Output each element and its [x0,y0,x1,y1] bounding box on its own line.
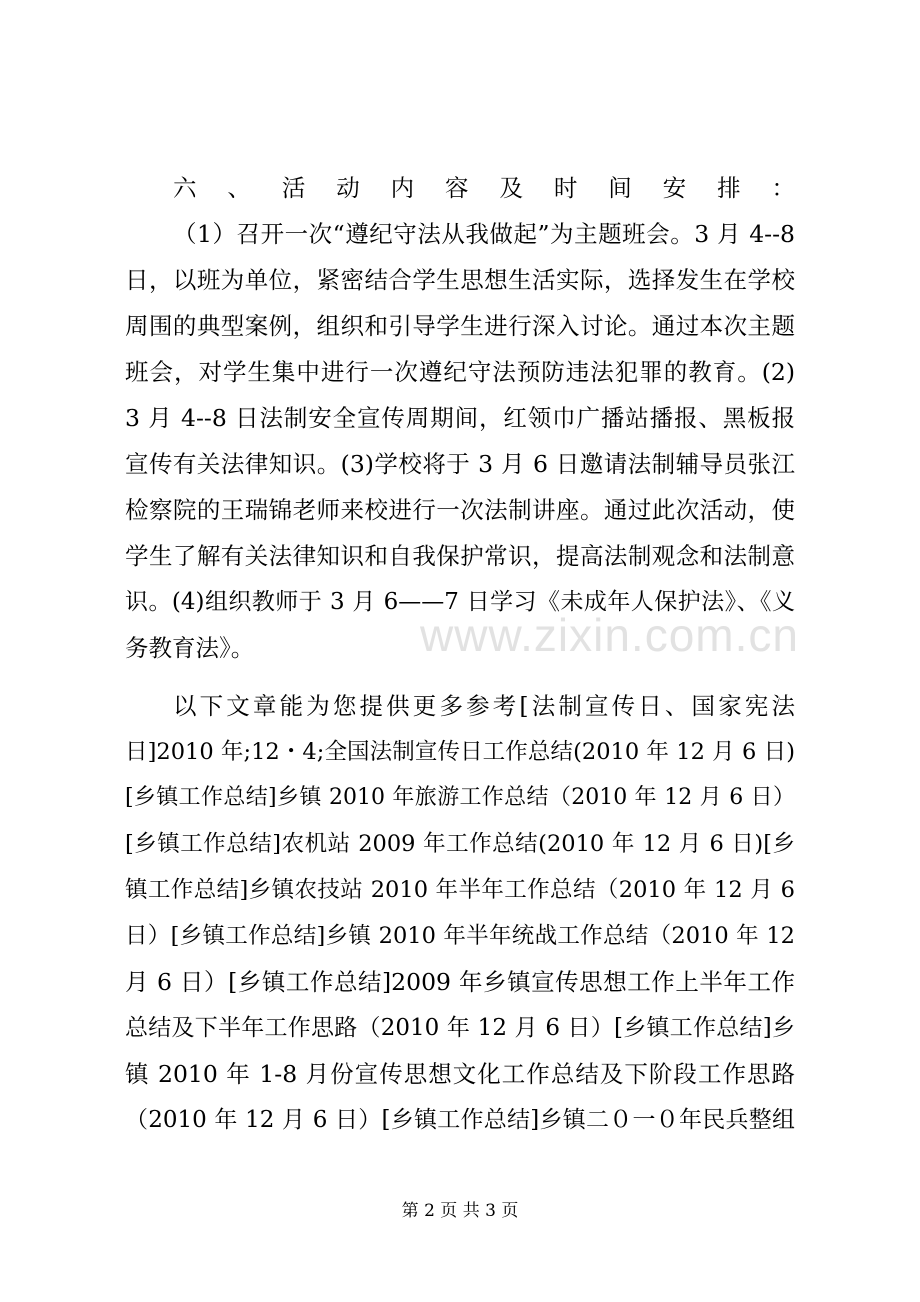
paragraph-line: （2010 年 12 月 6 日）[乡镇工作总结]乡镇二０一０年民兵整组 [125,1107,795,1133]
paragraph-line: 以下文章能为您提供更多参考[法制宣传日、国家宪法 [173,692,795,720]
paragraph-line: 日]2010 年;12・4;全国法制宣传日工作总结(2010 年 12 月 6 日) [125,739,795,765]
paragraph-line: [乡镇工作总结]乡镇 2010 年旅游工作总结（2010 年 12 月 6 日） [125,785,795,810]
page-footer: 第 2 页 共 3 页 [401,1201,519,1221]
paragraph-line: 务教育法》。 [125,634,255,662]
paragraph-line: 日，以班为单位，紧密结合学生思想生活实际，选择发生在学校 [125,266,795,294]
paragraph-line: 3 月 4--8 日法制安全宣传周期间，红领巾广播站播报、黑板报 [125,404,795,432]
watermark: www.zixin.com.cn [420,609,799,661]
paragraph-line: 宣传有关法律知识。(3)学校将于 3 月 6 日邀请法制辅导员张江 [125,450,795,478]
paragraph-line: 周围的典型案例，组织和引导学生进行深入讨论。通过本次主题 [125,312,795,340]
paragraph-line: [乡镇工作总结]农机站 2009 年工作总结(2010 年 12 月 6 日)[乡 [125,831,795,857]
paragraph-line: 日）[乡镇工作总结]乡镇 2010 年半年统战工作总结（2010 年 12 [125,923,795,949]
section-heading: 六、活动内容及时间安排： [173,174,795,202]
paragraph-line: 学生了解有关法律知识和自我保护常识，提高法制观念和法制意 [125,542,795,570]
paragraph-line: 镇 2010 年 1-8 月份宣传思想文化工作总结及下阶段工作思路 [125,1060,795,1088]
paragraph-line: 月 6 日）[乡镇工作总结]2009 年乡镇宣传思想工作上半年工作 [125,968,795,996]
paragraph-line: 检察院的王瑞锦老师来校进行一次法制讲座。通过此次活动，使 [125,496,795,524]
paragraph-line: 班会，对学生集中进行一次遵纪守法预防违法犯罪的教育。(2) [125,358,795,386]
paragraph-line: 镇工作总结]乡镇农技站 2010 年半年工作总结（2010 年 12 月 6 [125,877,795,903]
paragraph-line: 识。(4)组织教师于 3 月 6——7 日学习《未成年人保护法》、《义 [125,589,795,615]
paragraph-line: （1）召开一次“遵纪守法从我做起”为主题班会。3 月 4--8 [173,220,795,248]
paragraph-line: 总结及下半年工作思路（2010 年 12 月 6 日）[乡镇工作总结]乡 [125,1015,795,1041]
